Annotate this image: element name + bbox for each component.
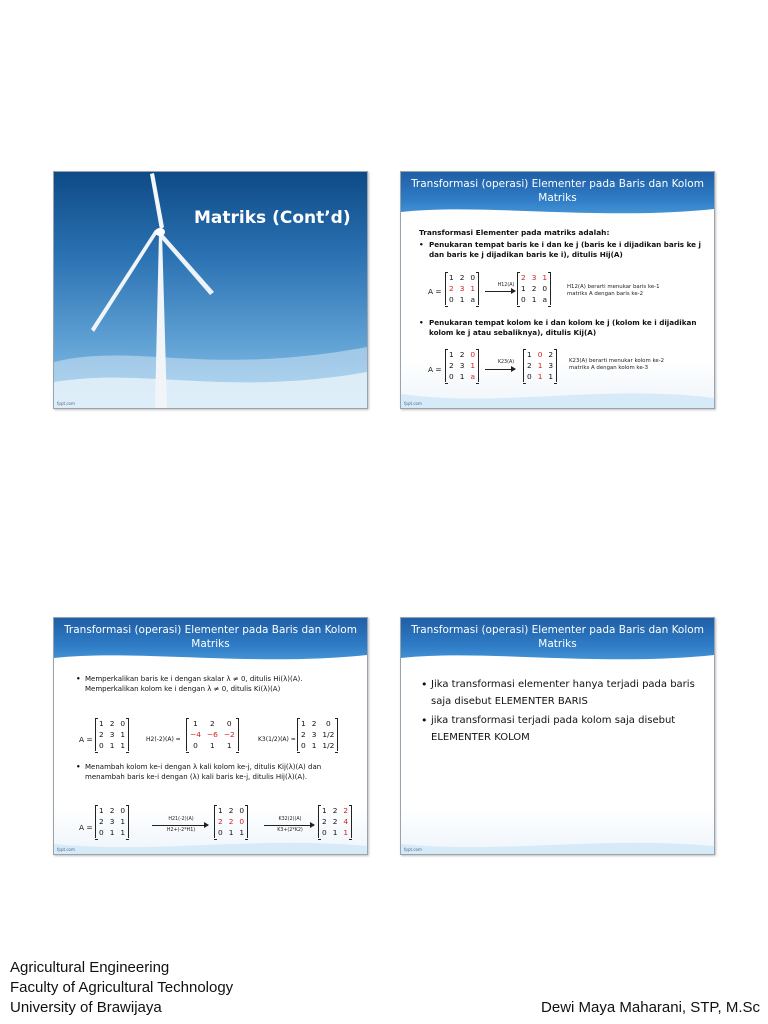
matrix-cell: 3 bbox=[459, 361, 465, 370]
transform-arrow-1 bbox=[152, 825, 208, 826]
matrix-cell: 2 bbox=[343, 806, 349, 815]
matrix-cell: 3 bbox=[531, 273, 537, 282]
matrix-cell: 1 bbox=[548, 372, 554, 381]
matrix-cell: 2 bbox=[99, 817, 104, 826]
bullet-marker: • bbox=[76, 762, 81, 771]
note-k23: K23(A) berarti menukar kolom ke-2 matriks A dengan kolom ke-3 bbox=[569, 358, 665, 371]
matrix-h bbox=[186, 718, 239, 751]
bullet-text-2: jika transformasi terjadi pada kolom saja disebut ELEMENTER KOLOM bbox=[431, 715, 676, 743]
matrix-cell: 2 bbox=[228, 806, 234, 815]
matrix-cell: 0 bbox=[226, 719, 232, 728]
matrix-cell: −2 bbox=[223, 730, 235, 739]
matrix-a-label: A = bbox=[79, 735, 93, 744]
matrix-cell: 1 bbox=[109, 828, 115, 837]
watermark: fppt.com bbox=[404, 847, 422, 852]
matrix-cell: 1 bbox=[239, 828, 245, 837]
watermark: fppt.com bbox=[404, 401, 422, 406]
matrix-cell: 0 bbox=[193, 741, 198, 750]
arrow-label-h12: H12(A) bbox=[497, 283, 515, 288]
slide-4 bbox=[400, 617, 715, 855]
bullet-text-1: Penukaran tempat baris ke i dan ke j (baris ke i dijadikan baris ke j dan baris ke j dijadikan baris ke i), ditulis Hij(A) bbox=[429, 240, 702, 259]
matrix-cell: 1 bbox=[470, 284, 476, 293]
matrix-cell: 2 bbox=[449, 361, 454, 370]
matrix-cell: 2 bbox=[459, 350, 465, 359]
matrix-cell: 1 bbox=[332, 828, 338, 837]
matrix-cell: 1 bbox=[542, 273, 548, 282]
matrix-cell: 3 bbox=[459, 284, 465, 293]
matrix-cell: 0 bbox=[301, 741, 306, 750]
matrix-cell: 1 bbox=[301, 719, 306, 728]
matrix-cell: 0 bbox=[521, 295, 526, 304]
matrix-cell: 2 bbox=[210, 719, 215, 728]
matrix-cell: 3 bbox=[311, 730, 317, 739]
matrix-k bbox=[297, 718, 338, 751]
matrix-cell: 2 bbox=[311, 719, 317, 728]
bullet-text-1: Jika transformasi elementer hanya terjadi pada baris saja disebut ELEMENTER BARIS bbox=[431, 679, 695, 707]
matrix-cell: 2 bbox=[521, 273, 526, 282]
matrix-cell: 2 bbox=[332, 806, 338, 815]
bullet-marker: • bbox=[421, 714, 428, 727]
slide-header-title: Transformasi (operasi) Elementer pada Baris dan Kolom Matriks bbox=[64, 624, 357, 650]
matrix-cell: 0 bbox=[449, 372, 454, 381]
matrix-cell: 2 bbox=[109, 719, 115, 728]
matrix-cell: −6 bbox=[206, 730, 218, 739]
matrix-cell: 3 bbox=[548, 361, 554, 370]
bullet-text-2: Menambah kolom ke-i dengan λ kali kolom ke-j, ditulis Kij(λ)(A) dan menambah baris ke-i dengan (λ) kali baris ke-j, ditulis Hij(λ)(A). bbox=[85, 763, 322, 781]
matrix-cell: 0 bbox=[120, 719, 126, 728]
matrix-cell: 1 bbox=[99, 806, 104, 815]
matrix-cell: 2 bbox=[332, 817, 338, 826]
matrix-cell: 2 bbox=[218, 817, 223, 826]
slide-header bbox=[54, 618, 367, 664]
matrix-a-label-2: A = bbox=[79, 823, 93, 832]
matrix-cell: 0 bbox=[537, 350, 543, 359]
watermark: fppt.com bbox=[57, 847, 75, 852]
matrix-cell: 1 bbox=[537, 361, 543, 370]
matrix-cell: 0 bbox=[322, 828, 327, 837]
note-h12: H12(A) berarti menukar baris ke-1 matriks A dengan baris ke-2 bbox=[567, 284, 660, 297]
bullet-marker: • bbox=[419, 318, 424, 327]
matrix-cell: 1/2 bbox=[322, 730, 335, 739]
matrix-cell: 1 bbox=[120, 730, 126, 739]
matrix-cell: 1 bbox=[228, 828, 234, 837]
matrix-cell: 1 bbox=[343, 828, 349, 837]
matrix-cell: 2 bbox=[459, 273, 465, 282]
arrow2-top-label: K32(2)(A) bbox=[278, 817, 302, 822]
matrix-a bbox=[95, 718, 129, 751]
matrix-cell: 4 bbox=[343, 817, 349, 826]
footer-author: Dewi Maya Maharani, STP, M.Sc bbox=[541, 999, 760, 1016]
matrix-cell: 0 bbox=[542, 284, 548, 293]
matrix-cell: 2 bbox=[531, 284, 537, 293]
intro-text: Transformasi Elementer pada matriks adalah: bbox=[419, 228, 610, 237]
arrow1-top-label: H21(-2)(A) bbox=[168, 817, 194, 822]
transform-arrow-2 bbox=[264, 825, 314, 826]
slide-1-title bbox=[53, 171, 368, 409]
watermark: fppt.com bbox=[57, 401, 75, 406]
matrix-cell: a bbox=[470, 295, 476, 304]
matrix-cell: 2 bbox=[99, 730, 104, 739]
bullet-marker: • bbox=[419, 240, 424, 249]
arrow2-bottom-label: K3+(2*K2) bbox=[277, 828, 303, 833]
slide-header bbox=[401, 172, 714, 218]
matrix-cell: 3 bbox=[109, 730, 115, 739]
matrix-r2 bbox=[318, 805, 352, 838]
matrix-cell: a bbox=[470, 372, 476, 381]
matrix-cell: 1 bbox=[537, 372, 543, 381]
bullet-text-2: Penukaran tempat kolom ke i dan kolom ke j (kolom ke i dijadikan kolom ke j atau sebaliknya), ditulis Kij(A) bbox=[429, 318, 697, 337]
slide-title: Matriks (Cont’d) bbox=[194, 208, 351, 228]
slide-header-title: Transformasi (operasi) Elementer pada Baris dan Kolom Matriks bbox=[411, 624, 704, 650]
matrix-cell: 0 bbox=[99, 828, 104, 837]
matrix-cell: 2 bbox=[109, 806, 115, 815]
matrix-cell: 1 bbox=[226, 741, 232, 750]
matrix-cell: 1/2 bbox=[322, 741, 335, 750]
footer-faculty: Faculty of Agricultural Technology bbox=[10, 979, 234, 996]
h-scalar-label: H2(-2)(A) = bbox=[146, 736, 181, 743]
matrix-r1 bbox=[214, 805, 248, 838]
slide-3 bbox=[53, 617, 368, 855]
matrix-cell: 1 bbox=[99, 719, 104, 728]
matrix-cell: −4 bbox=[190, 730, 201, 739]
matrix-cell: 2 bbox=[527, 361, 532, 370]
transform-arrow bbox=[485, 291, 515, 292]
arrow1-bottom-label: H2+(-2*H1) bbox=[166, 828, 196, 833]
matrix-cell: 1 bbox=[527, 350, 532, 359]
matrix-cell: 2 bbox=[301, 730, 306, 739]
footer-university: University of Brawijaya bbox=[10, 999, 162, 1016]
matrix-b bbox=[517, 272, 551, 305]
matrix-cell: 2 bbox=[449, 284, 454, 293]
arrow-label-k23: K23(A) bbox=[497, 360, 515, 365]
matrix-cell: 1 bbox=[322, 806, 327, 815]
slide-header bbox=[401, 618, 714, 664]
matrix-cell: 1 bbox=[531, 295, 537, 304]
matrix-a-label: A = bbox=[428, 287, 442, 296]
matrix-cell: 0 bbox=[449, 295, 454, 304]
bullet-marker: • bbox=[421, 678, 428, 691]
matrix-cell: 1 bbox=[120, 828, 126, 837]
bullet-marker: • bbox=[76, 674, 81, 683]
matrix-a bbox=[445, 272, 479, 305]
bullet-text-1: Memperkalikan baris ke i dengan skalar λ ≠ 0, ditulis Hi(λ)(A). Memperkalikan kolom ke i dengan λ ≠ 0, ditulis Ki(λ)(A) bbox=[85, 675, 303, 693]
slide-header-title: Transformasi (operasi) Elementer pada Baris dan Kolom Matriks bbox=[411, 178, 704, 204]
matrix-cell: 1 bbox=[459, 372, 465, 381]
matrix-cell: 0 bbox=[470, 350, 476, 359]
matrix-a-label-2: A = bbox=[428, 365, 442, 374]
matrix-cell: 1 bbox=[449, 350, 454, 359]
matrix-cell: 2 bbox=[228, 817, 234, 826]
matrix-cell: 1 bbox=[521, 284, 526, 293]
matrix-cell: 0 bbox=[120, 806, 126, 815]
matrix-cell: 2 bbox=[548, 350, 554, 359]
k-scalar-label: K3(1/2)(A) = bbox=[258, 736, 296, 743]
matrix-cell: 0 bbox=[527, 372, 532, 381]
matrix-cell: 1 bbox=[449, 273, 454, 282]
matrix-cell: a bbox=[542, 295, 548, 304]
matrix-cell: 1 bbox=[311, 741, 317, 750]
slide-2 bbox=[400, 171, 715, 409]
matrix-b-2 bbox=[523, 349, 557, 382]
matrix-a-2 bbox=[95, 805, 129, 838]
matrix-cell: 1 bbox=[120, 741, 126, 750]
matrix-cell: 1 bbox=[459, 295, 465, 304]
footer-department: Agricultural Engineering bbox=[10, 959, 170, 976]
matrix-cell: 3 bbox=[109, 817, 115, 826]
matrix-cell: 1 bbox=[109, 741, 115, 750]
transform-arrow-2 bbox=[485, 369, 515, 370]
matrix-cell: 1 bbox=[120, 817, 126, 826]
matrix-cell: 2 bbox=[322, 817, 327, 826]
matrix-cell: 1 bbox=[193, 719, 198, 728]
matrix-a-2 bbox=[445, 349, 479, 382]
matrix-cell: 0 bbox=[470, 273, 476, 282]
matrix-cell: 0 bbox=[218, 828, 223, 837]
matrix-cell: 0 bbox=[239, 817, 245, 826]
matrix-cell: 0 bbox=[99, 741, 104, 750]
matrix-cell: 1 bbox=[218, 806, 223, 815]
matrix-cell: 0 bbox=[239, 806, 245, 815]
matrix-cell: 1 bbox=[470, 361, 476, 370]
matrix-cell: 0 bbox=[326, 719, 331, 728]
matrix-cell: 1 bbox=[210, 741, 215, 750]
